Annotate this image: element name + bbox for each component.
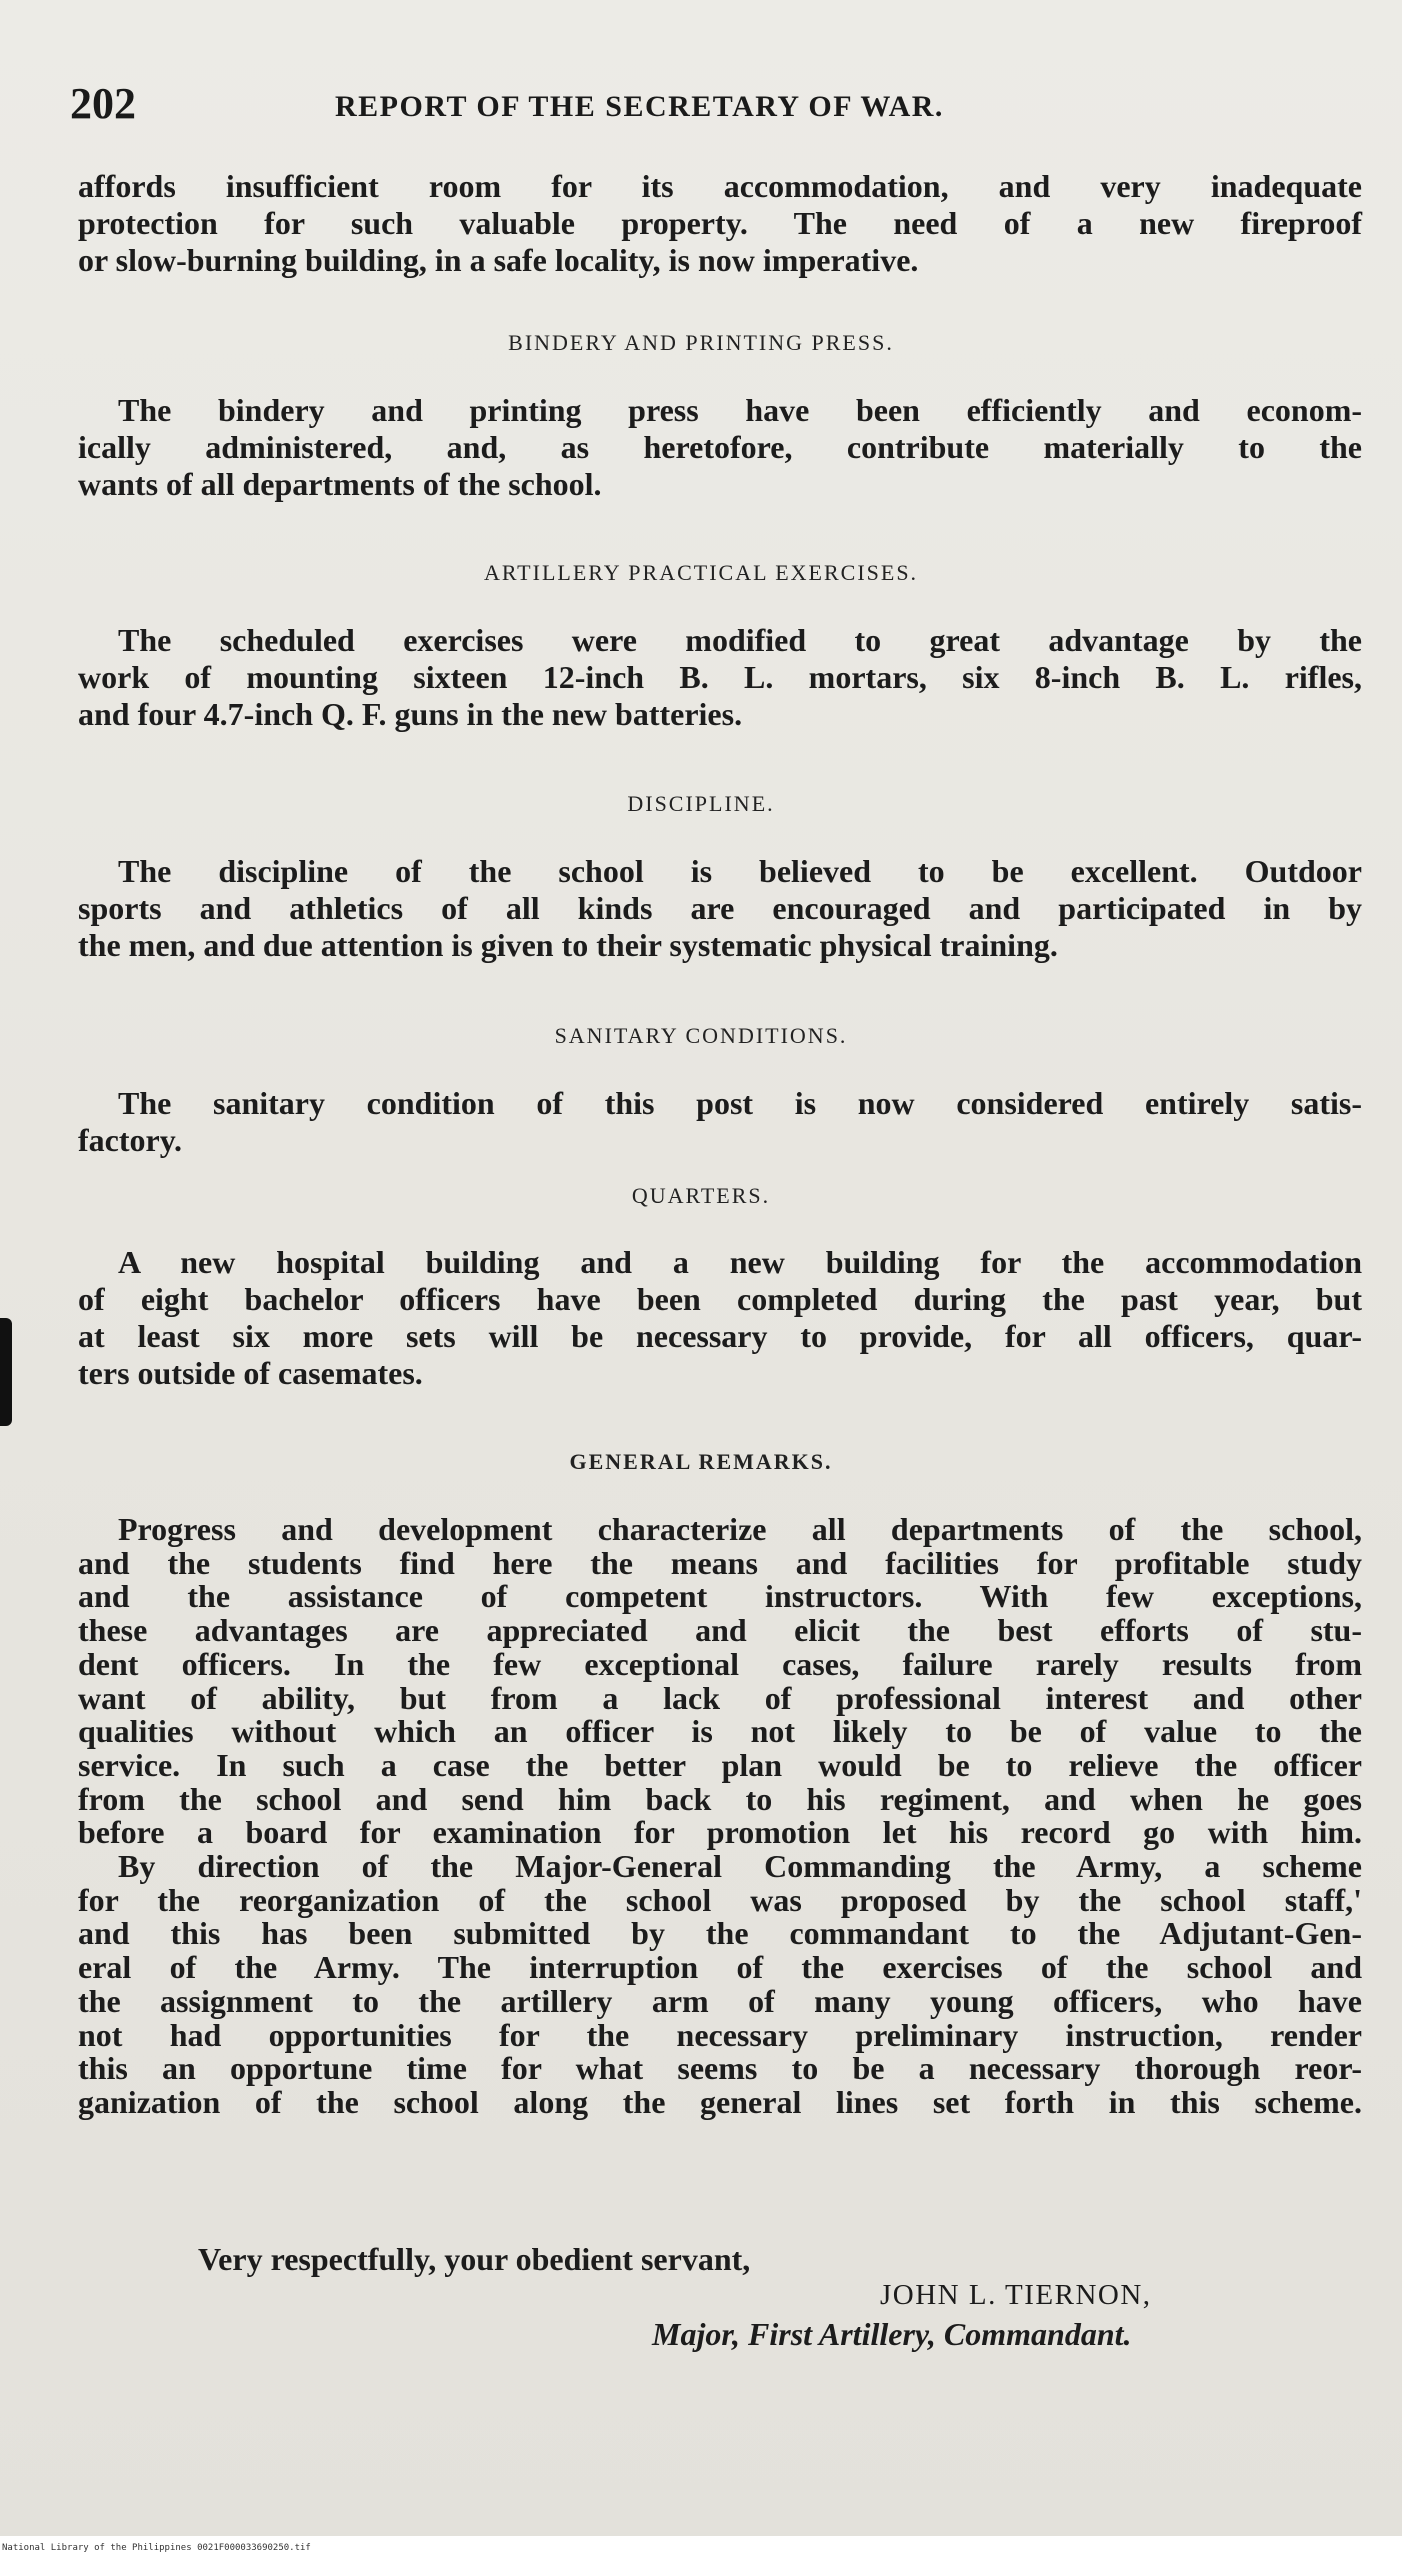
text-line: these advantages are appreciated and elicit the best efforts of stu- [78, 1612, 1362, 1649]
text-line: ically administered, and, as heretofore, contribute materially to the [78, 429, 1362, 465]
text-line: qualities without which an officer is not likely to be of value to the [78, 1713, 1362, 1750]
text-line: from the school and send him back to his regiment, and when he goes [78, 1780, 1362, 1817]
section-heading-general: GENERAL REMARKS. [569, 1449, 833, 1474]
text-line: protection for such valuable property. The need of a new fireproof [78, 205, 1362, 241]
page-number: 202 [70, 79, 136, 128]
text-line: Progress and development characterize all departments of the school, [118, 1511, 1362, 1547]
paragraph-sanitary [78, 1085, 1362, 1159]
text-line: and four 4.7-inch Q. F. guns in the new batteries. [78, 696, 743, 732]
text-line: affords insufficient room for its accommodation, and very inadequate [78, 168, 1362, 204]
paragraph-bindery [78, 392, 1362, 503]
text-line: and the assistance of competent instructors. With few exceptions, [78, 1578, 1362, 1615]
section-heading-quarters: QUARTERS. [631, 1183, 771, 1208]
text-line: eral of the Army. The interruption of the exercises of the school and [78, 1949, 1362, 1986]
text-line: The bindery and printing press have been efficiently and econom- [118, 392, 1362, 428]
signer-title: Major, First Artillery, Commandant. [652, 2316, 1132, 2352]
text-line: The discipline of the school is believed to be excellent. Outdoor [118, 853, 1362, 889]
paragraph-discipline [78, 853, 1362, 964]
text-line: not had opportunities for the necessary preliminary instruction, render [78, 2016, 1362, 2053]
text-line: ganization of the school along the general lines set forth in this scheme. [78, 2083, 1362, 2120]
paragraph-continuation [78, 168, 1362, 279]
text-line: and the students find here the means and facilities for profitable study [78, 1544, 1362, 1581]
text-line: The scheduled exercises were modified to great advantage by the [118, 622, 1362, 658]
text-line: A new hospital building and a new building for the accommodation [118, 1244, 1362, 1280]
paragraph-quarters [78, 1244, 1362, 1392]
text-line: the assignment to the artillery arm of many young officers, who have [78, 1982, 1362, 2019]
text-line: work of mounting sixteen 12-inch B. L. mortars, six 8-inch B. L. rifles, [78, 659, 1362, 695]
paragraph-general-1 [78, 1513, 1362, 1850]
text-line: and this has been submitted by the commandant to the Adjutant-Gen- [78, 1915, 1362, 1952]
section-heading-discipline: DISCIPLINE. [627, 791, 775, 816]
running-title: REPORT OF THE SECRETARY OF WAR. [335, 90, 944, 123]
signer-name: JOHN L. TIERNON, [880, 2279, 1152, 2311]
binding-edge-mark [0, 1318, 12, 1426]
paragraph-general-2 [78, 1850, 1362, 2120]
scan-footer-caption: National Library of the Philippines 0021F000033690250.tif [2, 2543, 311, 2553]
text-line: this an opportune time for what seems to be a necessary thorough reor- [78, 2050, 1362, 2087]
section-heading-bindery: BINDERY AND PRINTING PRESS. [508, 330, 894, 355]
section-heading-artillery: ARTILLERY PRACTICAL EXERCISES. [483, 560, 919, 585]
text-line: By direction of the Major-General Commanding the Army, a scheme [118, 1848, 1362, 1884]
text-line: want of ability, but from a lack of professional interest and other [78, 1679, 1362, 1716]
section-heading-sanitary: SANITARY CONDITIONS. [554, 1023, 848, 1048]
text-line: The sanitary condition of this post is now considered entirely satis- [118, 1085, 1362, 1121]
text-line: or slow-burning building, in a safe locality, is now imperative. [78, 242, 919, 278]
text-line: at least six more sets will be necessary to provide, for all officers, quar- [78, 1318, 1362, 1354]
closing-salutation: Very respectfully, your obedient servant, [198, 2241, 751, 2277]
text-line: dent officers. In the few exceptional cases, failure rarely results from [78, 1645, 1362, 1682]
text-line: ters outside of casemates. [78, 1355, 423, 1391]
text-line: for the reorganization of the school was proposed by the school staff,' [78, 1881, 1362, 1918]
text-line: sports and athletics of all kinds are encouraged and participated in by [78, 890, 1362, 926]
text-line: wants of all departments of the school. [78, 466, 602, 502]
text-line: factory. [78, 1122, 182, 1158]
text-line: service. In such a case the better plan would be to relieve the officer [78, 1746, 1362, 1783]
text-line: before a board for examination for promotion let his record go with him. [78, 1814, 1362, 1851]
text-line: of eight bachelor officers have been completed during the past year, but [78, 1281, 1362, 1317]
paragraph-artillery [78, 622, 1362, 733]
text-line: the men, and due attention is given to their systematic physical training. [78, 927, 1058, 963]
